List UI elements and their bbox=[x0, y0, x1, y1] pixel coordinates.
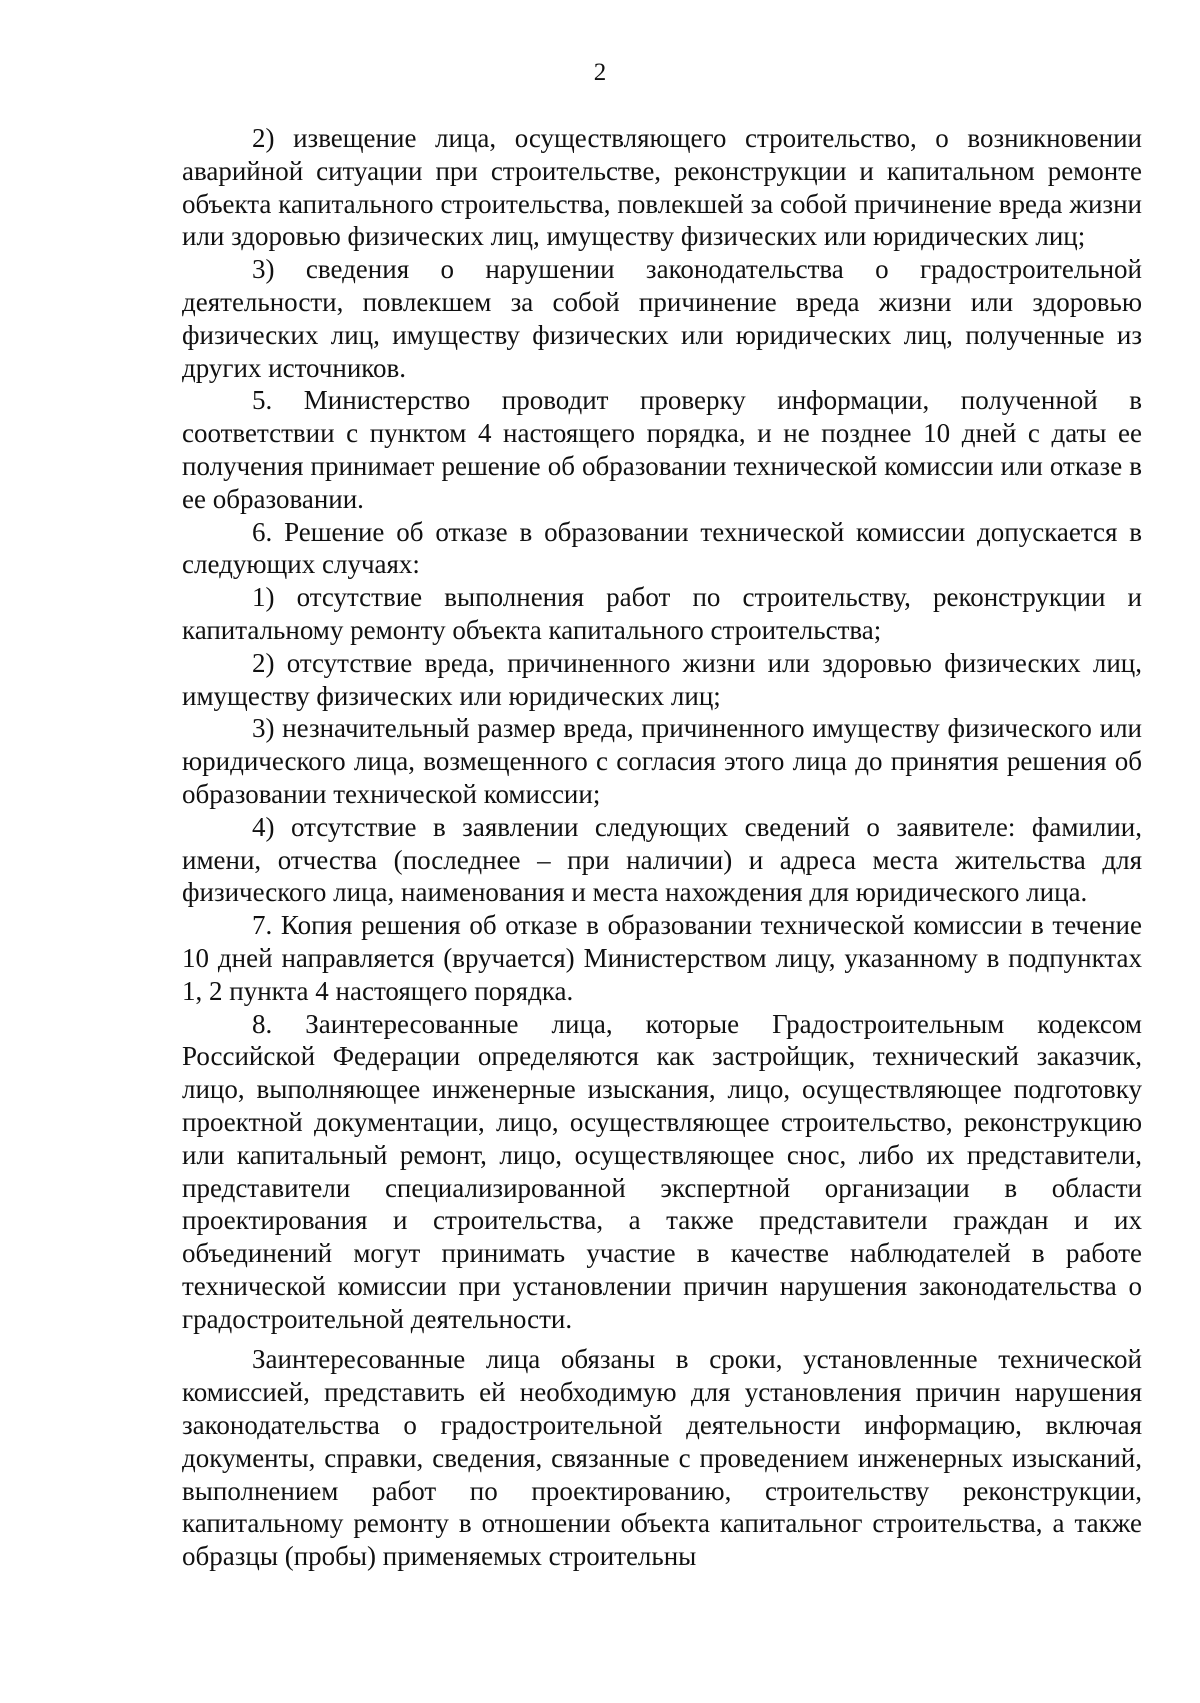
paragraph-clause-6-item-4: 4) отсутствие в заявлении следующих сведений о заявителе: фамилии, имени, отчества (последнее – при наличии) и адреса места жительства для физического лица, наименования и места нахождения для юридического лица. bbox=[182, 811, 1142, 908]
paragraph-clause-8-continuation: Заинтересованные лица обязаны в сроки, установленные технической комиссией, представить ей необходимую для установления причин нарушения законодательства о градостроительной деятельности информацию, включая документы, справки, сведения, связанные с проведением инженерных изысканий, выполнением работ по проектированию, строительству реконструкции, капитальному ремонту в отношении объекта капитальног строительства, а также образцы (пробы) применяемых строительны bbox=[182, 1344, 1142, 1572]
paragraph-clause-6: 6. Решение об отказе в образовании технической комиссии допускается в следующих случаях: bbox=[182, 516, 1142, 580]
paragraph-clause-6-item-2: 2) отсутствие вреда, причиненного жизни или здоровью физических лиц, имуществу физических или юридических лиц; bbox=[182, 647, 1142, 711]
paragraph-clause-6-item-1: 1) отсутствие выполнения работ по строительству, реконструкции и капитальному ремонту объекта капитального строительства; bbox=[182, 582, 1142, 645]
page-number: 2 bbox=[593, 59, 607, 86]
paragraph-item-2-notice: 2) извещение лица, осуществляющего строительство, о возникновении аварийной ситуации при строительстве, реконструкции и капитальном ремонте объекта капитального строительства, повлекшей за собой причинение вреда жизни или здоровью физических лиц, имуществу физических или юридических лиц; bbox=[182, 123, 1142, 252]
paragraph-clause-5: 5. Министерство проводит проверку информации, полученной в соответствии с пунктом 4 настоящего порядка, и не позднее 10 дней с даты ее получения принимает решение об образовании технической комиссии или отказе в ее образовании. bbox=[182, 385, 1142, 514]
document-body bbox=[182, 122, 1142, 1573]
paragraph-clause-7: 7. Копия решения об отказе в образовании технической комиссии в течение 10 дней направляется (вручается) Министерством лицу, указанному в подпунктах 1, 2 пункта 4 настоящего порядка. bbox=[182, 910, 1142, 1006]
paragraph-clause-8: 8. Заинтересованные лица, которые Градостроительным кодексом Российской Федерации определяются как застройщик, технический заказчик, лицо, выполняющее инженерные изыскания, лицо, осуществляющее подготовку проектной документации, лицо, осуществляющее строительство, реконструкцию или капитальный ремонт, лицо, осуществляющее снос, либо их представители, представители специализированной экспертной организации в области проектирования и строительства, а также представители граждан и их объединений могут принимать участие в качестве наблюдателей в работе технической комиссии при установлении причин нарушения законодательства о градостроительной деятельности. bbox=[182, 1008, 1142, 1334]
paragraph-clause-6-item-3: 3) незначительный размер вреда, причиненного имуществу физического или юридического лица, возмещенного с согласия этого лица до принятия решения об образовании технической комиссии; bbox=[182, 713, 1142, 809]
paragraph-item-3-violation-info: 3) сведения о нарушении законодательства о градостроительной деятельности, повлекшем за собой причинение вреда жизни или здоровью физических лиц, имуществу физических или юридических лиц, полученные из других источников. bbox=[182, 254, 1142, 383]
